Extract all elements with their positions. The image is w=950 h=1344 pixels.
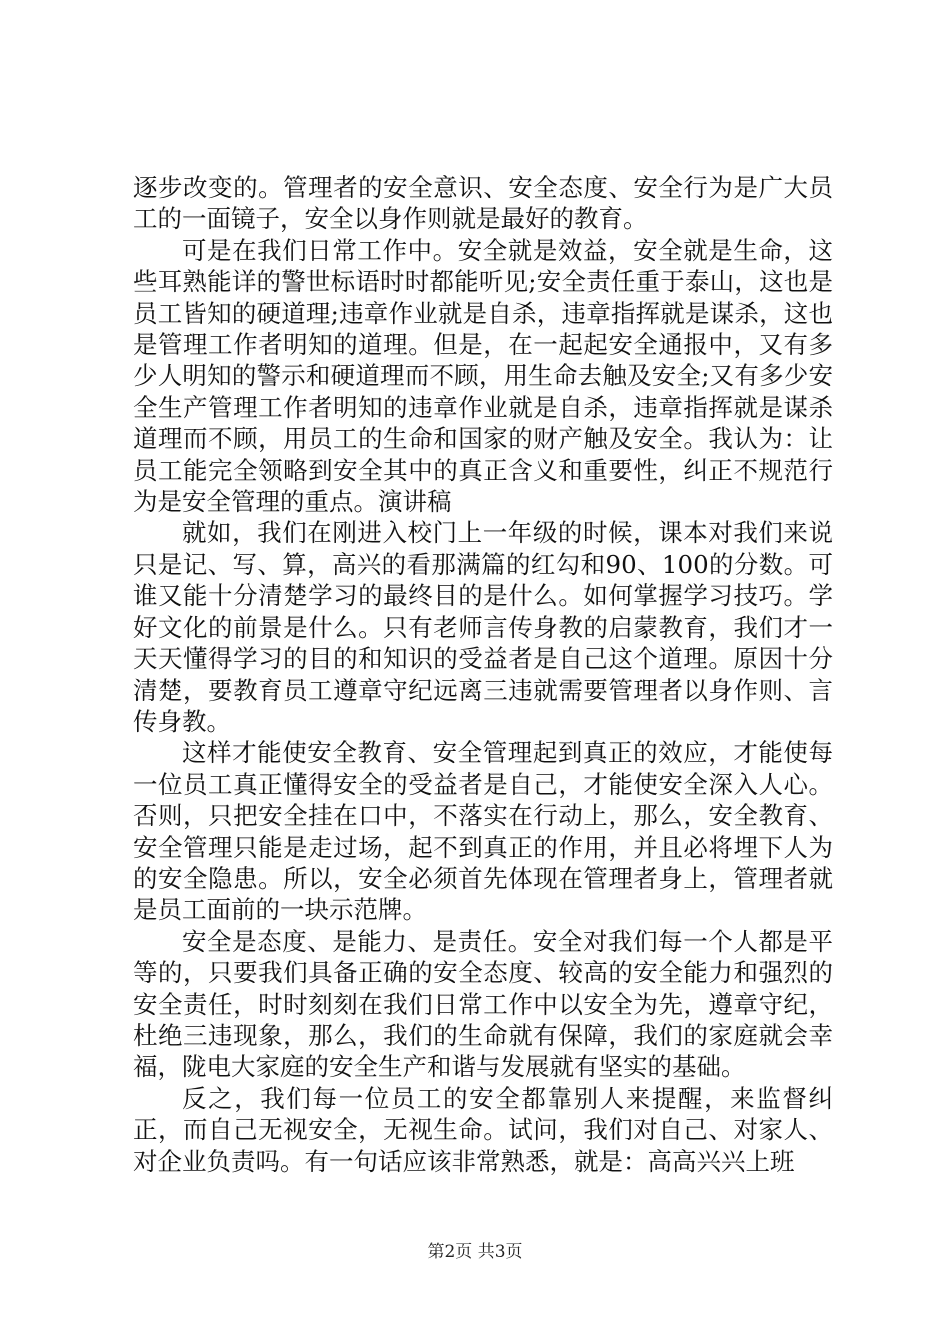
page-number-indicator: 第2页 共3页 xyxy=(427,1242,523,1262)
page-footer xyxy=(0,1242,950,1262)
paragraph: 就如，我们在刚进入校门上一年级的时候，课本对我们来说只是记、写、算，高兴的看那满篇的红勾和90、100的分数。可谁又能十分清楚学习的最终目的是什么。如何掌握学习技巧。学好文化的前景是什么。只有老师言传身教的启蒙教育，我们才一天天懂得学习的目的和知识的受益者是自己这个道理。原因十分清楚，要教育员工遵章守纪远离三违就需要管理者以身作则、言传身教。 xyxy=(133,518,833,736)
paragraph: 这样才能使安全教育、安全管理起到真正的效应，才能使每一位员工真正懂得安全的受益者是自己，才能使安全深入人心。否则，只把安全挂在口中，不落实在行动上，那么，安全教育、安全管理只能是走过场，起不到真正的作用，并且必将埋下人为的安全隐患。所以，安全必须首先体现在管理者身上，管理者就是员工面前的一块示范牌。 xyxy=(133,738,833,925)
document-body xyxy=(133,172,833,1177)
paragraph: 可是在我们日常工作中。安全就是效益，安全就是生命，这些耳熟能详的警世标语时时都能听见;安全责任重于泰山，这也是员工皆知的硬道理;违章作业就是自杀，违章指挥就是谋杀，这也是管理工作者明知的道理。但是，在一起起安全通报中，又有多少人明知的警示和硬道理而不顾，用生命去触及安全;又有多少安全生产管理工作者明知的违章作业就是自杀，违章指挥就是谋杀道理而不顾，用员工的生命和国家的财产触及安全。我认为：让员工能完全领略到安全其中的真正含义和重要性，纠正不规范行为是安全管理的重点。演讲稿 xyxy=(133,235,833,517)
paragraph: 反之，我们每一位员工的安全都靠别人来提醒，来监督纠正，而自己无视安全，无视生命。试问，我们对自己、对家人、对企业负责吗。有一句话应该非常熟悉，就是：高高兴兴上班 xyxy=(133,1083,833,1176)
paragraph: 逐步改变的。管理者的安全意识、安全态度、安全行为是广大员工的一面镜子，安全以身作则就是最好的教育。 xyxy=(133,173,833,234)
paragraph: 安全是态度、是能力、是责任。安全对我们每一个人都是平等的，只要我们具备正确的安全态度、较高的安全能力和强烈的安全责任，时时刻刻在我们日常工作中以安全为先，遵章守纪，杜绝三违现象，那么，我们的生命就有保障，我们的家庭就会幸福，陇电大家庭的安全生产和谐与发展就有坚实的基础。 xyxy=(133,926,833,1082)
